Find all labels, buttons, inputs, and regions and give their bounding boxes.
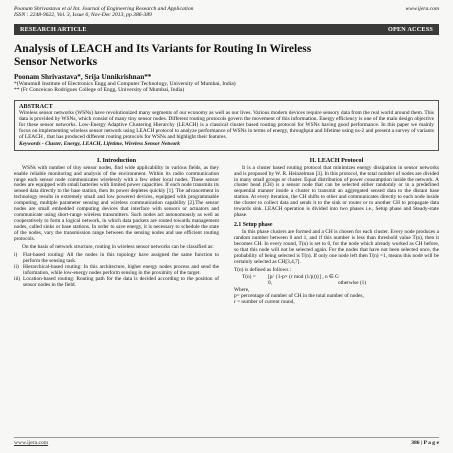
citation-line-2: ISSN : 2248-9622, Vol. 3, Issue 6, Nov-Dec 2013, pp.386-389: [14, 12, 152, 19]
equation-intro: T(n) is defined as follows :: [234, 266, 292, 273]
page-number: 386 | P a g e: [411, 440, 439, 446]
definition-r: r = number of current round,: [234, 298, 295, 305]
keywords-text: - Cluster, Energy, LEACH, Lifetime, Wireless Sensor Network: [40, 140, 180, 147]
equation-case-2-condition: otherwise (1): [338, 279, 367, 286]
equation-row-2: [242, 281, 439, 287]
citation-line-1: Poonam Shrivastava et al Int. Journal of Engineering Research and Application: [14, 6, 194, 12]
equation-lhs: T(n) =: [242, 273, 256, 280]
paper-title: [14, 43, 439, 69]
intro-paragraph-1: WSNs with number of tiny sensor nodes, find wide applicability in various fields, as they enable reliable monitoring and analysis of the environment. Within its radio communication range each sensor node communicates wirelessly with a few other local nodes. These sensor nodes are equipped with small batteries with limited power capacities. If each node transmits its sensed data directly to the base station, then its power depletes quickly [1]. The advancement in technology results in extremely small and low powered devices, equipped with programmable computing, multiple parameter sensing and wireless communication capability [2].The sensor nodes are small embedded computing devices that interface with sensors or actuators and communicate using short-range wireless transmitters. Such nodes act autonomously as well as cooperatively to form a logical network, in which data packets are routed towards management nodes, called sinks or base stations. In order to save energy, it is necessary to schedule the state of the nodes, vary the transmission range between the sensing nodes and use efficient routing protocols.: [14, 164, 219, 243]
journal-citation: [14, 6, 344, 19]
list-item: [14, 265, 219, 277]
author-list: Poonam Shrivastava*, Srija Unnikrishnan**: [14, 72, 152, 81]
footer-url[interactable]: www.ijera.com: [14, 440, 49, 446]
affiliation-1: *(Watumull Institute of Electronics Engg and Computer Technology, University of Mumbai, India): [14, 80, 236, 87]
setup-paragraph: In this phase clusters are formed and a CH is chosen for each cluster. Every node produces a random number between 0 and 1, and if this number is less than threshold value T(n), then it becomes CH. In every round, T(n) is set to 0, for the node which already worked as CH before, so that this node will not be selected again. For the nodes that have not been selected once, the probability of being selected is T(n). If only one node left then T(n) =1, means this node will be certainly selected as CH[3,4,7].: [234, 229, 439, 265]
list-item-text: Hierarchical-based routing: In this architecture, higher energy nodes process and send the information, while low-energy nodes perform sensing in the proximity of the target.: [23, 263, 219, 276]
journal-url[interactable]: www.ijera.com: [405, 6, 439, 12]
article-banner: [14, 24, 439, 35]
list-item-text: Location-based routing: Routing path for the data is decided according to the position of sensor nodes in the field.: [23, 275, 219, 288]
threshold-equation: [242, 275, 439, 287]
subsection-heading-setup: 2.1 Setup phase: [234, 222, 273, 229]
abstract-label: ABSTRACT: [19, 103, 53, 110]
abstract-box: [14, 100, 439, 151]
running-header: [14, 6, 439, 19]
list-item: [14, 277, 219, 289]
list-item-text: Flat-based routing: All the nodes in this topology have assigned the same function to perform the sensing task.: [23, 251, 219, 264]
title-line-1: Analysis of LEACH and Its Variants for Routing In Wireless: [14, 42, 312, 55]
title-line-2: Sensor Networks: [14, 55, 98, 68]
section-heading-leach: II. LEACH Protocol: [309, 156, 364, 164]
article-type-label: RESEARCH ARTICLE: [20, 25, 87, 33]
right-column: [234, 158, 439, 306]
equation-case-2-value: 0,: [268, 279, 272, 286]
two-column-body: [14, 158, 439, 306]
open-access-label: OPEN ACCESS: [387, 25, 433, 33]
list-item-number: ii): [14, 263, 19, 270]
leach-paragraph-1: It is a cluster based routing protocol that minimizes energy dissipation in sensor networks and is proposed by W. R. Heinzelman [3]. In this protocol, the total number of nodes are divided in many small groups or cluster. Equal distribution of power consumption inside the network. A cluster head (CH) is a sensor node that can be selected either randomly or in a predefined sequential manner inside a cluster to transmit an aggregated sensed data to the distant base station. At every iteration, the CH shifts to other and communicates directly to each node inside the cluster to collect data and sends it to the sink or router or to another CH to propagate data towards sink. LEACH operation is divided into two phases i.e., Setup phase and Steady-state phase.: [234, 164, 439, 219]
intro-paragraph-2: On the basis of network structure, routing in wireless sensor networks can be classified as:: [22, 244, 214, 250]
keywords-label: Keywords: [19, 140, 41, 147]
equation-case-1: [p/ {1-p× (r mod (1/p))}] , n ∈ G: [268, 273, 339, 280]
list-item-number: iii): [14, 275, 21, 282]
page-footer: [14, 437, 439, 446]
left-column: [14, 158, 219, 306]
definition-p: p= percentage of number of CH in the total number of nodes,: [234, 292, 364, 299]
section-heading-introduction: I. Introduction: [96, 156, 137, 164]
abstract-text: Wireless sensor networks (WSNs) have revolutionized many segments of our economy as well as our lives. Various modern devices require sensory data from the real world around them. This data is provided by WSNs, which consist of many tiny sensor nodes. Different routing protocols govern the movement of this information. Energy efficiency is one of the main design objective for these sensor networks. Low-Energy Adaptive Clustering Hierarchy (LEACH) is a classical cluster based routing protocol for WSNs having good performance. In this paper we mainly focus on implementing wireless sensor network using LEACH protocol to analyze performance of WSNs in terms of energy, throughput and lifetime using ns-2 and present a survey of variants of LEACH , that has produced different routing protocols for WSNs and highlight their features.: [19, 110, 434, 141]
affiliation-2: ** (Fr Conceicao Rodrigues College of Engg, University of Mumbai, India): [14, 87, 185, 94]
where-label: Where,: [234, 286, 250, 293]
list-item-number: i): [14, 251, 18, 258]
keywords-line: [19, 141, 434, 147]
